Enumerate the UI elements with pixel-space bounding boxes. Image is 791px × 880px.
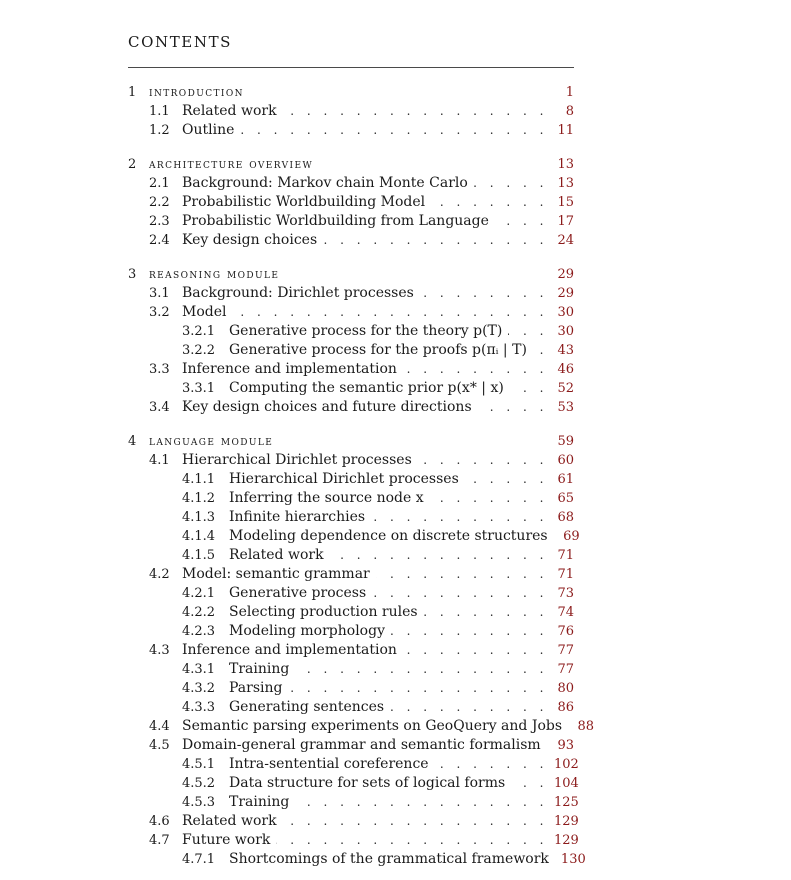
section-number: 2.2 — [149, 195, 170, 210]
section-title: Generative process for the proofs p(πᵢ | T) — [229, 342, 527, 358]
page-number: 77 — [557, 662, 574, 677]
section-number: 4.1.4 — [182, 529, 216, 544]
section-number: 2.1 — [149, 176, 170, 191]
section-number: 3.2.2 — [182, 343, 216, 358]
leader-dots — [323, 231, 548, 250]
page-number: 80 — [557, 681, 574, 696]
toc-section-entry[interactable] — [229, 793, 579, 812]
chapter-title: reasoning module — [149, 267, 280, 282]
toc-section-entry[interactable] — [229, 698, 574, 717]
section-title: Background: Markov chain Monte Carlo — [182, 175, 468, 191]
toc-section-entry[interactable] — [229, 489, 574, 508]
section-title: Modeling morphology — [229, 623, 385, 639]
section-title: Background: Dirichlet processes — [182, 285, 414, 301]
section-title: Inference and implementation — [182, 642, 397, 658]
toc-section-entry[interactable] — [229, 546, 574, 565]
leader-dots — [435, 755, 548, 774]
section-title: Modeling dependence on discrete structures — [229, 528, 548, 544]
page-number: 13 — [557, 157, 574, 172]
section-title: Model: semantic grammar — [182, 566, 370, 582]
page-number: 73 — [557, 586, 574, 601]
toc-section-entry[interactable] — [182, 451, 574, 470]
section-number: 4.3 — [149, 643, 170, 658]
section-title: Inference and implementation — [182, 361, 397, 377]
leader-dots — [288, 679, 548, 698]
toc-section-entry[interactable] — [182, 736, 574, 755]
section-title: Shortcomings of the grammatical framework — [229, 851, 549, 867]
chapter-title: introduction — [149, 85, 244, 100]
toc-section-entry[interactable] — [229, 379, 574, 398]
section-number: 4.3.1 — [182, 662, 216, 677]
toc-section-entry[interactable] — [182, 121, 574, 140]
toc-section-entry[interactable] — [182, 174, 574, 193]
leader-dots — [465, 470, 548, 489]
section-title: Computing the semantic prior p(x* | x) — [229, 380, 504, 396]
toc-section-entry[interactable] — [182, 831, 579, 850]
toc-section-entry[interactable] — [182, 641, 574, 660]
heading-rule — [128, 67, 574, 68]
page-number: 93 — [557, 738, 574, 753]
chapter-number: 3 — [128, 267, 137, 282]
section-title: Training — [229, 661, 290, 677]
toc-section-entry[interactable] — [229, 584, 574, 603]
toc-section-entry[interactable] — [229, 470, 574, 489]
section-number: 4.1.5 — [182, 548, 216, 563]
leader-dots — [376, 565, 548, 584]
section-title: Outline — [182, 122, 235, 138]
section-number: 3.3 — [149, 362, 170, 377]
toc-section-entry[interactable] — [182, 812, 579, 831]
toc-section-entry[interactable] — [229, 755, 579, 774]
section-number: 4.7.1 — [182, 852, 216, 867]
toc-section-entry[interactable] — [229, 660, 574, 679]
section-title: Related work — [229, 547, 324, 563]
section-title: Training — [229, 794, 290, 810]
section-title: Data structure for sets of logical forms — [229, 775, 506, 791]
section-number: 4.2.3 — [182, 624, 216, 639]
toc-section-entry[interactable] — [182, 284, 574, 303]
leader-dots — [372, 584, 548, 603]
section-title: Parsing — [229, 680, 283, 696]
chapter-number: 1 — [128, 85, 137, 100]
section-title: Intra-sentential coreference — [229, 756, 429, 772]
section-title: Related work — [182, 103, 277, 119]
toc-section-entry[interactable] — [182, 717, 595, 736]
section-title: Hierarchical Dirichlet processes — [182, 452, 412, 468]
page-number: 71 — [557, 548, 574, 563]
leader-dots — [474, 174, 548, 193]
toc-section-entry[interactable] — [229, 341, 574, 360]
page-number: 86 — [557, 700, 574, 715]
section-title: Future work — [182, 832, 271, 848]
leader-dots — [295, 793, 548, 812]
page-number: 61 — [557, 472, 574, 487]
page-number: 129 — [554, 814, 579, 829]
leader-dots — [295, 660, 548, 679]
section-title: Generating sentences — [229, 699, 385, 715]
section-number: 3.4 — [149, 400, 170, 415]
page-number: 68 — [557, 510, 574, 525]
section-number: 3.2.1 — [182, 324, 216, 339]
toc-chapter-entry[interactable] — [149, 265, 574, 284]
leader-dots — [403, 360, 548, 379]
section-title: Model — [182, 304, 227, 320]
leader-dots — [431, 193, 548, 212]
toc-section-entry[interactable] — [182, 303, 574, 322]
toc-heading: CONTENTS — [128, 33, 233, 51]
page-number: 74 — [557, 605, 574, 620]
section-number: 1.2 — [149, 123, 170, 138]
section-title: Semantic parsing experiments on GeoQuery and Jobs — [182, 718, 563, 734]
leader-dots — [403, 641, 548, 660]
section-number: 4.5.2 — [182, 776, 216, 791]
section-title: Generative process for the theory p(T) — [229, 323, 503, 339]
leader-dots — [283, 812, 548, 831]
leader-dots — [508, 322, 548, 341]
leader-dots — [478, 398, 548, 417]
toc-section-entry[interactable] — [229, 774, 579, 793]
section-title: Selecting production rules — [229, 604, 418, 620]
section-number: 4.3.3 — [182, 700, 216, 715]
section-number: 4.2.1 — [182, 586, 216, 601]
page-number: 65 — [557, 491, 574, 506]
section-title: Infinite hierarchies — [229, 509, 366, 525]
section-title: Key design choices and future directions — [182, 399, 472, 415]
section-number: 2.3 — [149, 214, 170, 229]
leader-dots — [511, 774, 548, 793]
page-number: 59 — [557, 434, 574, 449]
leader-dots — [330, 546, 548, 565]
toc-chapter-entry[interactable] — [149, 83, 574, 102]
toc-section-entry[interactable] — [229, 622, 574, 641]
toc-section-entry[interactable] — [229, 603, 574, 622]
chapter-title: architecture overview — [149, 157, 314, 172]
toc-section-entry[interactable] — [182, 565, 574, 584]
page-number: 88 — [577, 719, 595, 734]
page-number: 77 — [557, 643, 574, 658]
leader-dots — [430, 489, 548, 508]
page-number: 30 — [557, 305, 574, 320]
page-number: 43 — [557, 343, 574, 358]
page-number: 69 — [563, 529, 580, 544]
chapter-number: 2 — [128, 157, 137, 172]
section-number: 4.3.2 — [182, 681, 216, 696]
toc-section-entry[interactable] — [229, 322, 574, 341]
section-title: Probabilistic Worldbuilding from Language — [182, 213, 489, 229]
toc-section-entry[interactable] — [182, 231, 574, 250]
leader-dots — [276, 831, 548, 850]
page-number: 8 — [565, 104, 574, 119]
page-number: 52 — [557, 381, 574, 396]
section-number: 3.2 — [149, 305, 170, 320]
page-number: 13 — [557, 176, 574, 191]
page-number: 17 — [557, 214, 574, 229]
leader-dots — [495, 212, 548, 231]
section-title: Key design choices — [182, 232, 318, 248]
section-number: 4.1.2 — [182, 491, 216, 506]
section-number: 4.7 — [149, 833, 170, 848]
page-number: 30 — [557, 324, 574, 339]
section-number: 2.4 — [149, 233, 170, 248]
section-number: 4.5 — [149, 738, 170, 753]
section-number: 4.2 — [149, 567, 170, 582]
leader-dots — [371, 508, 548, 527]
toc-section-entry[interactable] — [182, 193, 574, 212]
page-number: 1 — [565, 85, 574, 100]
page-number: 24 — [557, 233, 574, 248]
toc-section-entry[interactable] — [229, 679, 574, 698]
leader-dots — [424, 603, 548, 622]
section-title: Inferring the source node x — [229, 490, 424, 506]
toc-section-entry[interactable] — [229, 850, 586, 869]
leader-dots — [533, 341, 548, 360]
section-title: Generative process — [229, 585, 367, 601]
leader-dots — [390, 698, 548, 717]
section-number: 4.2.2 — [182, 605, 216, 620]
page-number: 76 — [557, 624, 574, 639]
leader-dots — [233, 303, 549, 322]
section-number: 4.5.1 — [182, 757, 216, 772]
page-number: 46 — [557, 362, 574, 377]
page-number: 11 — [557, 123, 574, 138]
toc-chapter-entry[interactable] — [149, 155, 574, 174]
section-number: 4.5.3 — [182, 795, 216, 810]
section-number: 3.1 — [149, 286, 170, 301]
page-number: 15 — [557, 195, 574, 210]
toc-section-entry[interactable] — [182, 102, 574, 121]
leader-dots — [510, 379, 548, 398]
toc-section-entry[interactable] — [229, 508, 574, 527]
toc-chapter-entry[interactable] — [149, 432, 574, 451]
chapter-number: 4 — [128, 434, 137, 449]
page-number: 53 — [557, 400, 574, 415]
page-number: 129 — [554, 833, 579, 848]
leader-dots — [418, 451, 548, 470]
section-number: 4.6 — [149, 814, 170, 829]
section-number: 4.1 — [149, 453, 170, 468]
section-number: 4.1.1 — [182, 472, 216, 487]
toc-section-entry[interactable] — [182, 398, 574, 417]
toc-section-entry[interactable] — [182, 212, 574, 231]
page-number: 125 — [554, 795, 579, 810]
leader-dots — [283, 102, 548, 121]
page-number: 104 — [554, 776, 579, 791]
leader-dots — [391, 622, 548, 641]
toc-section-entry[interactable] — [229, 527, 580, 546]
page-number: 60 — [557, 453, 574, 468]
section-number: 3.3.1 — [182, 381, 216, 396]
page-number: 29 — [557, 267, 574, 282]
page-number: 71 — [557, 567, 574, 582]
leader-dots — [240, 121, 548, 140]
chapter-title: language module — [149, 434, 274, 449]
section-number: 1.1 — [149, 104, 170, 119]
leader-dots — [547, 736, 548, 755]
section-number: 4.4 — [149, 719, 170, 734]
page-number: 130 — [560, 852, 586, 867]
toc-section-entry[interactable] — [182, 360, 574, 379]
section-number: 4.1.3 — [182, 510, 216, 525]
page-number: 29 — [557, 286, 574, 301]
section-title: Related work — [182, 813, 277, 829]
section-title: Domain-general grammar and semantic formalism — [182, 737, 541, 753]
page-number: 102 — [554, 757, 579, 772]
section-title: Hierarchical Dirichlet processes — [229, 471, 459, 487]
section-title: Probabilistic Worldbuilding Model — [182, 194, 426, 210]
leader-dots — [420, 284, 548, 303]
